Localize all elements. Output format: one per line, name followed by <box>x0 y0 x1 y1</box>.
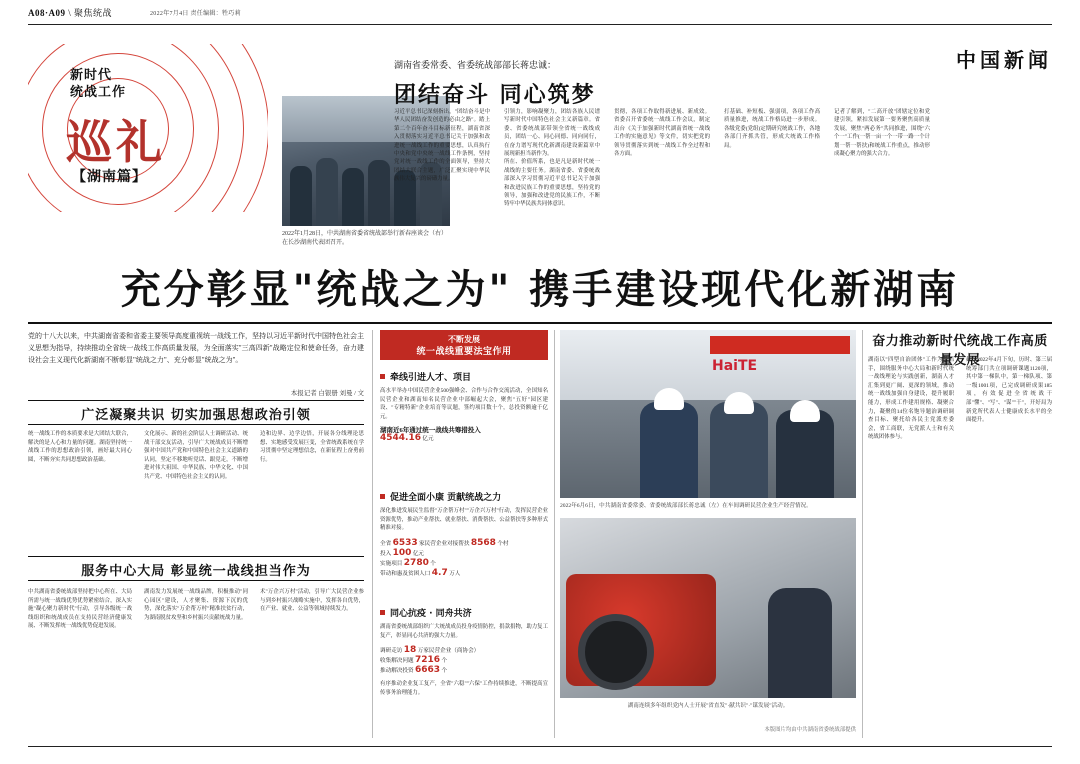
photo2-person-1 <box>640 402 698 498</box>
sec2-col-1: 湖南发力发展统一战线品牌，积极推动"同心园区"建设，人才聚集、资源下沉的优势，深化落实"万企帮万村"精准扶贫行动，为湖南脱贫攻坚和乡村振兴贡献统战力量。 <box>144 589 248 621</box>
folio-page: A08·A09 <box>28 8 66 18</box>
top-divider <box>28 24 1052 25</box>
mid-item-0-stat <box>380 434 548 444</box>
stat-2-value: 2780 <box>403 557 429 568</box>
stat2-2-label: 推动解决投资 <box>380 668 414 675</box>
masthead-title: 中国新闻 <box>956 48 1052 72</box>
photo-inspection <box>560 518 856 698</box>
photo-factory-visit <box>560 330 856 498</box>
stat-2-label: 实施项目 <box>380 560 403 567</box>
headline-divider <box>28 322 1052 324</box>
mid-item-2-body: 湖南省委统战部组织广大统战成员投身疫情防控，捐款捐物，助力复工复产，彰显同心共济的强大力量。 <box>380 624 548 639</box>
col-divider-2 <box>554 330 555 738</box>
mid-item-1-body: 深化推进发展民生监督"万企帮万村""万企兴万村"行动，发挥民营企业资源优势，推动产业帮扶、就业帮扶、消费帮扶、公益帮扶等多种形式精准对接。 <box>380 508 548 532</box>
stat2-1-label: 收集解决问题 <box>380 658 414 665</box>
top-col-5: 所在、价值所系，也是凡是新时代统一战线的主要任务。湖南省委、省委统战部深入学习贯彻习近平总书记关于加强和改进民族工作的重要思想，坚持党的领导，加强和改进党的民族工作，不断铸牢中华民族共同体意识。 <box>504 159 600 208</box>
stat2-1-unit: 个 <box>441 658 448 665</box>
stat-3-value: 4.7 <box>431 567 448 578</box>
sec2-col-0: 中共湖南省委统战部坚持把中心所在、大局所需与统一战线优势优势紧密结合，深入实施"凝心聚力新时代"行动，引导各级统一战线组织和统战成员在支持民营经济健康发展、不断发挥统一战线优势促进发展。 <box>28 589 132 630</box>
lede-kicker: 湖南省委常委、省委统战部部长蒋忠诚： <box>394 60 557 70</box>
folio-section: \ 聚焦统战 <box>68 8 113 18</box>
photo2-banner <box>710 336 850 354</box>
photo-meeting-caption: 2022年1月28日，中共湖南省委省统战部举行新春座谈会（右）在长沙湖南代表团召开。 <box>282 231 448 246</box>
right-col-0: 湖南以"四型自治团体"工作为总抓手，围绕服务中心大局和新时代统一战线理论与实践创新，湖南人才汇集到更广阔、更深的领域，推动统一战线加强自身建设，提升履职能力，形成工作建用规格、凝聚合力，凝聚的14位名饱导题治调研调查目标、聚托给各民主党派差委会，省工商联，无党派人士和有关统战团体参与。 <box>868 357 954 441</box>
stat-1-value: 100 <box>392 547 412 558</box>
stat-0-mid: 家民营企业对接帮扶 <box>419 540 470 547</box>
photo2-helmet-2 <box>724 392 754 414</box>
mid-item-1-stat-2 <box>380 559 548 569</box>
photo3-person <box>768 588 832 698</box>
sec1-col-0: 统一战线工作的本质要求是大团结大联合，解决的是人心和力量的问题。湖南坚持统一战线工作的思想政治引领，画好最大同心圆，不断夯实共同思想政治基础。 <box>28 431 132 463</box>
col-divider-3 <box>862 330 863 738</box>
section1-title: 广泛凝聚共识 切实加强思想政治引领 <box>81 408 311 423</box>
stat2-0-unit: 万家民营企业（商协会） <box>417 648 480 655</box>
top-text-columns <box>394 108 1052 248</box>
mid-item-0-body: 高水平举办中国民营企业500强峰会、合作与合作交流活动，全国知名民营企业和湖南知名民营企业中部崛起大会，聚焦"五好"园区建设、"专精特新"企业培育等议题，签约项目数十个，总投资额逾千亿元。 <box>380 388 548 420</box>
photo2-brand-logo: HaiTE <box>712 358 758 374</box>
mid-item-0-stat-unit: 亿元 <box>422 436 434 443</box>
photo2-person-3 <box>776 410 834 498</box>
top-col-4: 记者了解到，"二高开放"团辖定位和党建引领，紧扣发展第一要务聚焦高质量发展，聚焦"两必务"共同推进，围绕"六个一"工作(一帮一亩一个一带一路一个计划一帮一帮扶)和统战工作重点，推动形成凝心聚力的强大合力。 <box>834 109 930 158</box>
lede-block <box>394 58 684 109</box>
top-bar <box>0 0 1080 26</box>
lede-headline: 团结奋斗 同心筑梦 <box>394 83 596 108</box>
stat2-2-unit: 个 <box>441 668 448 675</box>
stat2-0-value: 18 <box>403 645 417 656</box>
folio <box>28 6 112 19</box>
stat2-1-value: 7216 <box>414 655 441 666</box>
photo2-helmet-1 <box>654 388 684 410</box>
stat-1-unit: 亿元 <box>412 550 425 557</box>
photo-inspection-caption: 湖南连续多年组织党内人士开展"省直发"·献共识"·"谋发展"活动。 <box>627 703 789 709</box>
lower-layout <box>28 330 1052 742</box>
stat-3-label: 带动和惠及贫困人口 <box>380 570 431 577</box>
top-col-1: 引领力，影响凝聚力，团结各族人民谱写新时代中国特色社会主义新篇章。省委、省委统战部带领全省统一战线成员，团结一心、同心同德、同向同行，在奋力谱写现代化新湖南建设新篇章中展现新担当新作为。 <box>504 109 600 158</box>
highlight-line2: 统一战线重要法宝作用 <box>416 346 512 356</box>
stat-0-value: 6533 <box>392 537 418 548</box>
bottom-divider <box>28 746 1052 747</box>
section1-rule-top <box>28 400 364 401</box>
mid-item-1-stat-3 <box>380 569 548 579</box>
stat-0-label: 全省 <box>380 540 392 547</box>
mid-item-2-title: 同心抗疫 · 同舟共济 <box>380 606 548 619</box>
top-col-3: 打基础、补短板、强弱项，各项工作高质量推进，统战工作格局进一步形成。各级党委(党组)定期研究统战工作，各地各部门齐抓共管，形成大统战工作格局。 <box>724 109 820 149</box>
sec2-col-2: 术"万企兴万村"活动，引导广大民营企业参与到乡村振兴战略实施中，发挥各自优势，在产业、就业、公益等领域持续发力。 <box>260 589 364 613</box>
sec1-col-1: 文化展示、新的社会阶层人士调研活动、统战干部交友活动，引导广大统战成员不断增强对中国共产党和中国特色社会主义道路的认同，坚定不移地听党话、跟党走，不断增进对伟大祖国、中华民族、中华文化、中国共产党、中国特色社会主义的认同。 <box>144 431 248 480</box>
sec1-col-2: 边和边界、边学边悟，开展各分线理论思想、实地感受发展巨变，全省统战系统在学习贯彻中坚定理想信念，在新征程上奋勇前行。 <box>260 431 364 463</box>
stat-0-value2: 8568 <box>470 537 496 548</box>
mid-item-1 <box>380 490 548 579</box>
article-deck: 党的十八大以来，中共湖南省委和省委主要领导高度重视统一战线工作，坚持以习近平新时代中国特色社会主义思想为指导，持续推动全省统一战线工作高质量发展，为全面落实"三高四新"战略定位和使命任务，奋力建设社会主义现代化新湖南不断彰显"统战之力"、充分彰显"统战之为"。 <box>28 332 364 364</box>
right-section-title: 奋力推动新时代统战工作高质量发展 <box>872 334 1048 368</box>
section2-rule-top <box>28 556 364 557</box>
top-col-0: 习近平总书记深刻指出，"团结奋斗是中华人民团结奋发创造的必由之路"。踏上第二个百年奋斗目标新征程，湖南省深入贯彻落实习近平总书记关于加强和改进统一战线工作的重要思想，认真执行中央和党中央统一战线工作条例，坚持党对统一战线工作的全面领导，坚持大团结大联合主题，广泛汇聚实现中华民族伟大复兴的磅礴力量。 <box>394 109 490 183</box>
mid-item-2-stat-0 <box>380 646 548 656</box>
stat-0-unit: 个村 <box>497 540 509 547</box>
top-col-2: 贯彻，各项工作取得新进展、新成效。省委召开省委统一战线工作会议，制定出台《关于加强新时代湖南省统一战线工作的实施意见》等文件，切实把党的领导贯彻落实到统一战线工作全过程和各方面。 <box>614 109 710 158</box>
photo-credit: 本版图片均由中共湖南省委统战部提供 <box>764 727 856 733</box>
issue-meta: 2022年7月4日 责任编辑：牲巧莉 <box>150 11 241 17</box>
right-col-1: 截至2022年4月下旬，历时、第三届统筹部门共立项调研课题1120项，其中第一梯队中，第一梯队项、第一级1001项，已完成调研成果185项，有效促进全省统战干部"懂"、"写"、"谋""干"，开好局为新党所代表人士健康成长水平的全面提升。 <box>966 357 1052 424</box>
mid-item-2-stat-2 <box>380 666 548 676</box>
main-headline-wrap <box>28 258 1052 315</box>
mid-item-2-tail: 有序推动企业复工复产，全省"六稳""六保"工作持续推进，不断提高宣传事务治理能力。 <box>380 681 548 696</box>
photo-factory-caption: 2022年6月6日，中共湖南省委常委、省委统战部部长蒋忠诚（左）在车间调研民营企业生产经营情况。 <box>560 503 812 509</box>
section2-rule-bottom <box>28 580 364 581</box>
stat-2-unit: 个 <box>430 560 436 567</box>
section2-title: 服务中心大局 彰显统一战线担当作为 <box>81 564 311 579</box>
photo2-person-2 <box>710 402 768 498</box>
stat2-0-label: 调研走访 <box>380 648 403 655</box>
mid-item-0 <box>380 370 548 444</box>
logo-subtitle: 新时代 统战工作 <box>70 67 127 99</box>
mid-item-1-title: 促进全面小康 贡献统战之力 <box>380 490 548 503</box>
mid-item-0-stat-value: 4544.16 <box>380 433 421 444</box>
mid-item-2 <box>380 606 548 697</box>
stat2-2-value: 6663 <box>414 665 441 676</box>
stat-1-label: 投入 <box>380 550 392 557</box>
series-logo <box>28 44 268 212</box>
mid-item-0-title: 牵线引进人才、项目 <box>380 370 548 383</box>
highlight-line1: 不断发展 <box>448 335 480 344</box>
logo-title: 巡礼 <box>66 115 166 169</box>
col-divider-1 <box>372 330 373 738</box>
logo-tag: 【湖南篇】 <box>72 170 147 185</box>
mid-item-2-stat-1 <box>380 656 548 666</box>
article-byline: 本报记者 白银册 刘曼 / 文 <box>290 390 364 397</box>
stat-3-unit: 万人 <box>449 570 461 577</box>
main-headline: 充分彰显"统战之为" 携手建设现代化新湖南 <box>120 267 960 313</box>
photo3-wheel <box>578 614 654 690</box>
photo2-helmet-3 <box>790 400 820 422</box>
section1-rule-bottom <box>28 424 364 425</box>
highlight-box <box>380 330 548 360</box>
mid-item-0-sub: 湖南近6年通过统一战线共筹措投入 <box>380 427 481 435</box>
